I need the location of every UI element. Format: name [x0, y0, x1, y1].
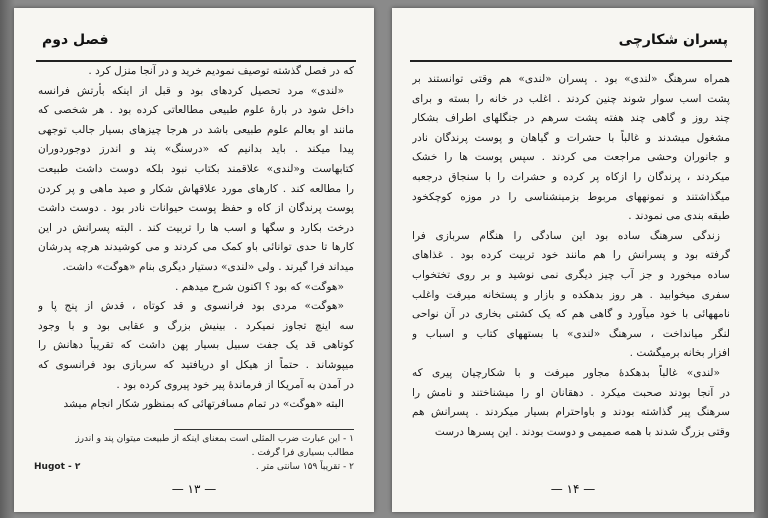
page-number-value: ١٣ [187, 482, 201, 496]
footnote-divider [174, 429, 354, 430]
footnote-line: مطالب بسیاری فرا گرفت . [251, 448, 354, 458]
text-line: «لندی» مرد تحصیل کردهای بود و قبل از اینکه بأرتش فرانسه [38, 84, 344, 97]
footnote-row [34, 460, 354, 474]
text-line: لنگر میانداخت ، سرهنگ «لندی» با بستههای کتاب و اسباب و [412, 327, 730, 340]
text-line: پشت اسب سوار شوند چنین کردند . اغلب در خانه را بسته و برای [412, 92, 730, 105]
text-line: طبقه بندی می نمودند . [628, 210, 730, 223]
right-page [392, 8, 754, 512]
right-page-body [412, 70, 730, 442]
left-page-footnotes [34, 432, 354, 474]
page-number-dash: — [171, 482, 184, 496]
page-number-value: ١۴ [566, 482, 580, 496]
text-line: افزار بخانه برمیگشت . [629, 347, 730, 360]
text-line: میپوشاند . حتماً از هیکل او دریافتید که سربازی بود فرانسوی که [38, 358, 354, 371]
text-line: میداند فرا گیرند . ولی «لندی» دستیار دیگری بنام «هوگت» داشت. [62, 260, 354, 273]
text-line: وقتی بزرگ شدند با همه صمیمی و دوست بودند . این پسرها درست [434, 425, 730, 438]
footnote-line: ٢ - تقریباً ١۵٩ سانتی متر . [255, 462, 354, 472]
page-number [392, 482, 754, 496]
footnote-line: ١ - این عبارت ضرب المثلی است بمعنای اینکه از طبیعت میتوان پند و اندرز [75, 434, 354, 444]
text-line: سفری میخوابید . هر روز بدهکده و بازار و پستخانه میرفت واغلب [412, 288, 730, 301]
text-line: البته «هوگت» در تمام مسافرتهائی که بمنظور شکار انجام میشد [63, 398, 344, 411]
text-line: کتابهاست و«لندی» علاقمند بکتاب نبود بلکه دوست داشت طبیعت [38, 162, 354, 175]
text-line: زندگی سرهنگ ساده بود این سادگی را هنگام سربازی فرا [412, 229, 720, 242]
left-page [14, 8, 374, 512]
text-line: مشغول میشدند و غالباً با حشرات و گیاهان و پوست پرندگان نادر [412, 131, 730, 144]
right-page-header [410, 30, 732, 62]
left-page-body [38, 62, 354, 415]
text-line: همراه سرهنگ «لندی» بود . پسران «لندی» هم وقتی توانستند بر [412, 73, 730, 85]
text-line: «هوگت» مردی بود فرانسوی و قد کوتاه ، قدش از پنج پا و [38, 300, 344, 313]
text-line: پیدا میکند . باید بدانیم که «درسنگ» پند و اندرز دوجوردوران [38, 143, 354, 156]
page-number-dash: — [583, 482, 596, 496]
page-number-dash: — [550, 482, 563, 496]
text-line: «هوگت» که بود ؟ اکنون شرح میدهم . [175, 280, 344, 293]
text-line: «لندی» غالباً بدهکدهٔ مجاور میرفت و با شکارچیان پیری که [412, 366, 720, 379]
text-line: در آنجا بودند صحبت میکرد . دهقانان او را میشناختند و نامش را [412, 386, 730, 399]
text-line: که در فصل گذشته توصیف نمودیم خرید و در آنجا منزل کرد . [88, 65, 354, 77]
text-line: میکردند ، پرندگان را ازکاه پر کرده و حشرات را با سنجاق درجعبه [412, 170, 730, 183]
text-line: مانند او بعالم علوم طبیعی باشد در هرجا چیزهای بسیار جالب توجهی [38, 123, 354, 136]
text-line: پوست پرندگان از کاه و حفظ پوست حیوانات نادر بود . دوست داشت [38, 202, 354, 215]
page-number [14, 482, 374, 496]
text-line: سرهنگ پیر گذاشته بودند و باواحترام بسیار میکردند . پسرانش هم [412, 406, 730, 419]
text-line: نامههائی با خود میآورد و گاهی هم که یک کشتی بخاری در آن نواحی [412, 308, 730, 321]
text-line: کارها تا حدی توانائی باو کمک می کردند و می کوشیدند هرچه پدرشان [38, 241, 354, 254]
footnote-latin-name: Hugot - ٢ [34, 462, 81, 472]
footnote-row [34, 446, 354, 460]
text-line: درخت بکارد و سگها و اسب ها را تربیت کند . البته پسرانش در این [38, 221, 354, 234]
book-title: پسران شکارچی [618, 32, 728, 48]
text-line: چند روز و گاهی چند هفته پشت سرهم در جنگلهای اطراف بشکار [412, 112, 730, 125]
text-line: و جانوران وحشی مراجعت می کردند . سپس پوست ها را خشک [412, 151, 730, 164]
text-line: داخل شود در بارهٔ علوم طبیعی مطالعاتی کرده بود . هر شخصی که [38, 104, 354, 117]
text-line: گرفته بود و پسرانش را هم مانند خود تربیت کرده بود . غذاهای [412, 249, 730, 262]
text-line: میگذاشتند و نمونههای مربوط بزمینشناسی را در موزه کوچکخود [412, 190, 730, 203]
text-line: ساده میخورد و جز آب چیز دیگری نمی نوشید و بر روی تختخواب [412, 268, 730, 281]
text-line: را مطالعه کند . کارهای مورد علاقهاش شکار و صید ماهی و پر کردن [38, 182, 354, 195]
text-line: کوتاهی قد یک جفت سبیل بسیار پهن داشت که تقریباً دهانش را [38, 339, 354, 352]
text-line: در آمدن به آمریکا از فرماندهٔ پیر خود پیروی کرده بود . [116, 378, 354, 391]
left-page-header [36, 30, 356, 62]
chapter-title: فصل دوم [42, 32, 109, 48]
page-number-dash: — [204, 482, 217, 496]
text-line: سه اینچ تجاوز نمیکرد . بینیش بزرگ و عقابی بود و با وجود [38, 319, 354, 332]
